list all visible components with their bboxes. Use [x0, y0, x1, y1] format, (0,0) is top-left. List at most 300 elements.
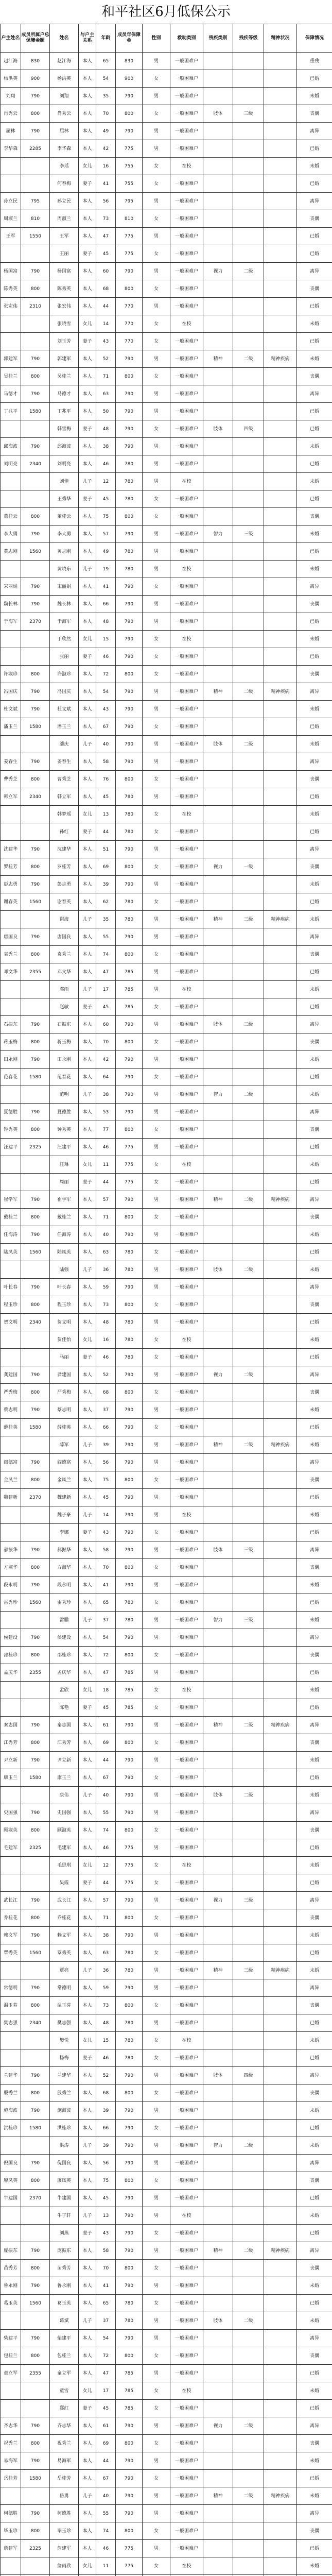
table-cell	[233, 123, 264, 140]
table-cell: 冯国庆	[50, 683, 79, 701]
table-cell: 丧偶	[297, 1997, 332, 2014]
table-row	[1, 911, 332, 928]
table-cell: 17	[96, 2382, 116, 2400]
table-cell	[203, 88, 233, 105]
table-cell: 尹立新	[1, 1752, 21, 1769]
table-cell: 790	[116, 2330, 143, 2347]
table-cell	[21, 2137, 50, 2155]
table-cell: 袁秀兰	[50, 946, 79, 963]
table-cell: 汪建平	[1, 1139, 21, 1156]
table-cell: 本人	[79, 963, 96, 981]
table-cell: 2325	[21, 1839, 50, 1857]
table-cell: 775	[116, 1156, 143, 1174]
table-cell: 已婚	[297, 228, 332, 245]
table-cell: 邓文华	[50, 963, 79, 981]
table-cell: 乔桂花	[50, 1909, 79, 1927]
table-cell: 810	[116, 210, 143, 228]
table-cell: 15	[96, 2032, 116, 2049]
table-cell: 800	[116, 1209, 143, 1226]
table-cell: 男	[143, 1314, 170, 1331]
table-cell: 丧偶	[297, 1822, 332, 1839]
table-cell: 一般困难户	[170, 963, 203, 981]
table-cell: 康伟	[50, 1787, 79, 1804]
table-cell: 14	[96, 1506, 116, 1524]
table-cell	[233, 140, 264, 158]
table-cell: 790	[116, 1086, 143, 1104]
table-cell: 童立军	[50, 2365, 79, 2382]
table-cell: 16	[96, 158, 116, 175]
table-cell: 800	[116, 1296, 143, 1314]
table-cell: 妻子	[79, 175, 96, 193]
table-cell: 童雪	[50, 2382, 79, 2400]
table-cell: 本人	[79, 701, 96, 718]
table-cell: 790	[21, 753, 50, 771]
table-cell: 女	[143, 1069, 170, 1086]
table-cell: 一般困难户	[170, 53, 203, 70]
table-cell: 唐国良	[1, 928, 21, 946]
table-cell	[21, 1787, 50, 1804]
table-cell	[203, 508, 233, 526]
table-row	[1, 1401, 332, 1419]
page-title: 和平社区6月低保公示	[101, 4, 231, 20]
table-cell: 一般困难户	[170, 2190, 203, 2207]
table-cell: 已婚	[297, 455, 332, 473]
table-cell: 女儿	[79, 631, 96, 648]
table-cell: 女	[143, 105, 170, 123]
table-row	[1, 420, 332, 438]
table-cell: 女	[143, 1349, 170, 1366]
table-cell: 一般困难户	[170, 771, 203, 788]
table-cell: 790	[21, 2505, 50, 2522]
table-cell: 本人	[79, 928, 96, 946]
table-cell: 790	[21, 385, 50, 403]
table-cell: 一般困难户	[170, 543, 203, 561]
table-cell: 790	[116, 736, 143, 753]
table-cell	[264, 1226, 297, 1244]
table-cell	[203, 596, 233, 613]
table-cell: 45	[96, 2400, 116, 2417]
table-cell	[264, 2137, 297, 2155]
table-cell: 洪桂珍	[50, 2120, 79, 2137]
table-cell: 47	[96, 228, 116, 245]
table-cell: 一般困难户	[170, 210, 203, 228]
table-cell: 已婚	[297, 788, 332, 806]
table-cell	[264, 2365, 297, 2382]
table-cell	[233, 1559, 264, 1577]
table-cell: 790	[116, 1366, 143, 1384]
table-cell: 于海军	[50, 613, 79, 631]
table-cell	[233, 1331, 264, 1349]
table-cell: 11	[96, 1156, 116, 1174]
table-cell: 12	[96, 1857, 116, 1874]
table-cell	[264, 1244, 297, 1261]
table-cell: 男	[143, 2505, 170, 2522]
table-cell: 精神	[203, 1191, 233, 1209]
table-cell	[233, 1209, 264, 1226]
table-cell: 一般困难户	[170, 2470, 203, 2487]
table-cell: 丧偶	[297, 666, 332, 683]
table-cell: 56	[96, 1454, 116, 1471]
table-cell	[233, 2014, 264, 2032]
table-cell: 800	[116, 2172, 143, 2190]
table-cell: 已婚	[297, 1489, 332, 1506]
table-cell: 陆凤英	[1, 1244, 21, 1261]
table-cell: 一般困难户	[170, 88, 203, 105]
table-cell	[1, 2557, 21, 2575]
table-cell	[1, 1174, 21, 1191]
table-cell: 790	[116, 578, 143, 596]
table-cell: 775	[116, 1857, 143, 1874]
table-cell: 775	[116, 228, 143, 245]
table-cell: 葛斌	[50, 2312, 79, 2330]
table-cell: 儿子	[79, 981, 96, 998]
table-cell	[264, 631, 297, 648]
table-cell: 本人	[79, 88, 96, 105]
table-row	[1, 1997, 332, 2014]
table-cell: 一般困难户	[170, 666, 203, 683]
table-cell: 男	[143, 385, 170, 403]
table-cell	[203, 2155, 233, 2172]
table-cell: 1580	[21, 1419, 50, 1436]
table-cell	[1, 2225, 21, 2242]
table-cell	[264, 2505, 297, 2522]
table-cell: 74	[96, 2522, 116, 2540]
table-cell: 韩梦瑶	[50, 806, 79, 823]
table-cell: 离异	[297, 2330, 332, 2347]
table-cell	[264, 1156, 297, 1174]
table-row	[1, 1874, 332, 1892]
table-cell: 男	[143, 1612, 170, 1629]
table-cell: 未婚	[297, 701, 332, 718]
table-cell: 800	[21, 2084, 50, 2102]
table-cell: 本人	[79, 1209, 96, 1226]
table-cell: 戴桂兰	[50, 1209, 79, 1226]
table-row	[1, 263, 332, 280]
table-cell	[264, 1629, 297, 1647]
table-cell: 1580	[21, 403, 50, 420]
table-cell: 程玉珍	[50, 1296, 79, 1314]
table-row	[1, 1174, 332, 1191]
table-cell	[203, 123, 233, 140]
table-cell: 未婚	[297, 736, 332, 753]
table-cell: 一般困难户	[170, 2084, 203, 2102]
table-row	[1, 2435, 332, 2452]
table-row	[1, 1454, 332, 1471]
table-cell: 苗秀芳	[1, 2260, 21, 2277]
table-cell: 已婚	[297, 2225, 332, 2242]
table-cell	[203, 2120, 233, 2137]
table-cell	[233, 806, 264, 823]
table-cell: 800	[21, 1296, 50, 1314]
table-cell: 江秀芳	[1, 1734, 21, 1752]
table-cell: 儿子	[79, 561, 96, 578]
table-cell	[264, 1104, 297, 1121]
table-cell	[264, 1804, 297, 1822]
table-cell: 丧偶	[297, 1121, 332, 1139]
table-cell: 女	[143, 1734, 170, 1752]
table-row	[1, 70, 332, 88]
table-cell: 刘佳	[50, 473, 79, 490]
table-cell: 未婚	[297, 1752, 332, 1769]
table-cell	[233, 1734, 264, 1752]
table-cell	[264, 648, 297, 666]
table-cell	[233, 2382, 264, 2400]
table-cell: 女	[143, 1174, 170, 1191]
table-cell	[233, 631, 264, 648]
table-cell	[264, 158, 297, 175]
table-cell: 殷秀兰	[50, 2084, 79, 2102]
table-cell: 程玉珍	[1, 1296, 21, 1314]
table-cell	[203, 1769, 233, 1787]
table-cell	[233, 210, 264, 228]
table-cell	[264, 2417, 297, 2435]
table-cell: 775	[116, 2540, 143, 2557]
table-cell	[203, 2505, 233, 2522]
table-cell: 庞振东	[50, 2242, 79, 2260]
table-cell	[264, 263, 297, 280]
table-cell	[1, 1962, 21, 1979]
table-cell	[203, 53, 233, 70]
table-cell	[264, 508, 297, 526]
table-cell	[233, 1244, 264, 1261]
table-cell: 离异	[297, 1979, 332, 1997]
table-cell: 本人	[79, 210, 96, 228]
table-cell: 19	[96, 561, 116, 578]
table-cell: 男	[143, 2277, 170, 2295]
table-cell: 800	[21, 1909, 50, 1927]
table-cell	[233, 315, 264, 333]
table-row	[1, 1909, 332, 1927]
table-cell: 790	[116, 928, 143, 946]
table-cell: 兰建华	[50, 2067, 79, 2084]
table-cell: 儿子	[79, 1436, 96, 1454]
table-cell: 790	[116, 1419, 143, 1436]
table-cell: 本人	[79, 1401, 96, 1419]
table-cell: 未婚	[297, 1051, 332, 1069]
table-cell: 王丽	[50, 245, 79, 263]
table-cell	[203, 1979, 233, 1997]
table-cell	[233, 578, 264, 596]
table-cell: 精神疾病	[264, 1717, 297, 1734]
table-cell: 一般困难户	[170, 2522, 203, 2540]
table-cell: 丧偶	[297, 105, 332, 123]
table-cell: 44	[96, 2452, 116, 2470]
table-cell: 二级	[233, 736, 264, 753]
table-cell	[264, 193, 297, 210]
table-cell: 未婚	[297, 1261, 332, 1279]
table-cell: 洪桂珍	[1, 2120, 21, 2137]
table-cell: 精神疾病	[264, 1436, 297, 1454]
table-cell: 牛子轩	[50, 2207, 79, 2225]
table-cell: 视力	[203, 1366, 233, 1384]
table-cell	[233, 1577, 264, 1594]
table-cell	[203, 333, 233, 350]
table-cell: 许淑珍	[50, 666, 79, 683]
table-cell	[233, 648, 264, 666]
table-cell: 39	[96, 2102, 116, 2120]
table-row	[1, 210, 332, 228]
table-cell	[203, 2014, 233, 2032]
table-cell: 43	[96, 701, 116, 718]
table-cell: 唐国良	[50, 928, 79, 946]
table-cell: 男	[143, 1979, 170, 1997]
table-cell: 男	[143, 753, 170, 771]
table-cell: 一般困难户	[170, 1979, 203, 1997]
table-cell	[1, 1156, 21, 1174]
table-cell: 790	[21, 263, 50, 280]
table-cell: 金凤兰	[1, 1471, 21, 1489]
table-cell: 一般困难户	[170, 526, 203, 543]
table-cell: 樊悦	[50, 2032, 79, 2049]
table-cell: 一般困难户	[170, 1139, 203, 1156]
table-cell	[264, 1279, 297, 1296]
table-cell: 女	[143, 158, 170, 175]
table-cell: 儿子	[79, 1086, 96, 1104]
table-cell	[203, 1944, 233, 1962]
table-header-row	[1, 24, 332, 53]
table-cell: 女	[143, 210, 170, 228]
table-cell: 73	[96, 210, 116, 228]
table-cell	[264, 2382, 297, 2400]
table-cell: 790	[116, 2120, 143, 2137]
table-cell	[203, 1209, 233, 1226]
table-row	[1, 1296, 332, 1314]
table-cell: 妻子	[79, 1874, 96, 1892]
table-body	[1, 53, 332, 2576]
table-cell: 二级	[233, 1191, 264, 1209]
table-cell: 未婚	[297, 2032, 332, 2049]
table-cell: 一般困难户	[170, 1717, 203, 1734]
table-cell: 790	[21, 1051, 50, 1069]
table-cell: 本人	[79, 1069, 96, 1086]
table-cell	[233, 701, 264, 718]
table-cell: 本人	[79, 53, 96, 70]
table-cell: 65	[96, 1594, 116, 1612]
table-cell: 贺文明	[1, 1314, 21, 1331]
table-cell: 女	[143, 1471, 170, 1489]
table-cell: 790	[21, 1577, 50, 1594]
table-cell	[264, 455, 297, 473]
table-cell	[203, 1349, 233, 1366]
table-cell: 一般困难户	[170, 2225, 203, 2242]
table-cell: 790	[21, 1454, 50, 1471]
table-cell	[264, 893, 297, 911]
table-cell: 36	[96, 1962, 116, 1979]
table-cell: 毕玉珍	[50, 2522, 79, 2540]
table-cell	[1, 736, 21, 753]
table-cell	[233, 963, 264, 981]
table-cell	[264, 806, 297, 823]
table-cell: 790	[116, 2470, 143, 2487]
table-cell	[233, 280, 264, 298]
table-cell: 75	[96, 508, 116, 526]
table-cell: 本人	[79, 193, 96, 210]
table-cell: 未婚	[297, 1612, 332, 1629]
table-cell: 一般困难户	[170, 105, 203, 123]
table-cell: 已婚	[297, 1699, 332, 1717]
table-cell: 侯建设	[50, 1629, 79, 1647]
table-cell	[233, 2102, 264, 2120]
table-cell: 二级	[233, 1436, 264, 1454]
table-cell: 女	[143, 280, 170, 298]
table-row	[1, 1699, 332, 1717]
table-cell: 60	[96, 1016, 116, 1033]
table-cell: 视力	[203, 2417, 233, 2435]
subsidy-table	[0, 24, 332, 2576]
table-cell: 男	[143, 2417, 170, 2435]
table-cell: 790	[116, 350, 143, 368]
table-cell	[21, 1156, 50, 1174]
table-cell: 790	[21, 526, 50, 543]
table-cell: 刘明亮	[50, 455, 79, 473]
table-cell: 790	[116, 596, 143, 613]
table-cell: 一般困难户	[170, 1016, 203, 1033]
table-cell: 本人	[79, 2120, 96, 2137]
table-cell: 790	[116, 1279, 143, 1296]
table-cell: 龚建国	[1, 1366, 21, 1384]
table-cell	[203, 841, 233, 858]
table-row	[1, 1419, 332, 1436]
table-cell	[203, 2522, 233, 2540]
table-cell: 一般困难户	[170, 490, 203, 508]
table-cell: 一般困难户	[170, 1541, 203, 1559]
table-cell	[203, 1524, 233, 1541]
table-cell: 妻子	[79, 1349, 96, 1366]
table-cell: 1580	[21, 2470, 50, 2487]
table-row	[1, 1752, 332, 1769]
table-cell: 女	[143, 858, 170, 876]
table-cell: 范春花	[50, 1069, 79, 1086]
table-row	[1, 123, 332, 140]
table-cell: 790	[116, 1769, 143, 1787]
table-cell: 67	[96, 1769, 116, 1787]
table-cell: 施海波	[50, 2102, 79, 2120]
table-cell: 2370	[21, 2190, 50, 2207]
table-cell: 李华森	[1, 140, 21, 158]
table-cell: 精神疾病	[264, 1191, 297, 1209]
table-row	[1, 2067, 332, 2084]
table-cell	[203, 543, 233, 561]
table-cell: 已婚	[297, 1244, 332, 1261]
table-cell	[233, 841, 264, 858]
table-cell: 未婚	[297, 2452, 332, 2470]
table-cell	[264, 1664, 297, 1682]
table-cell	[233, 823, 264, 841]
table-cell: 800	[21, 1734, 50, 1752]
table-row	[1, 228, 332, 245]
table-row	[1, 280, 332, 298]
table-cell: 丧偶	[297, 858, 332, 876]
table-cell: 45	[96, 2190, 116, 2207]
table-cell	[21, 1174, 50, 1191]
table-cell: 王军	[1, 228, 21, 245]
table-cell	[233, 771, 264, 788]
table-cell: 本人	[79, 455, 96, 473]
table-cell: 40	[96, 2487, 116, 2505]
table-cell: 785	[116, 963, 143, 981]
table-cell: 丧偶	[297, 210, 332, 228]
table-cell: 一般困难户	[170, 946, 203, 963]
table-cell: 邱海波	[50, 438, 79, 455]
table-cell: 女	[143, 946, 170, 963]
table-cell: 45	[96, 245, 116, 263]
table-cell	[233, 2049, 264, 2067]
table-cell	[264, 823, 297, 841]
table-row	[1, 2347, 332, 2365]
table-cell: 780	[116, 1349, 143, 1366]
table-cell: 男	[143, 1787, 170, 1804]
table-cell: 二级	[233, 2242, 264, 2260]
